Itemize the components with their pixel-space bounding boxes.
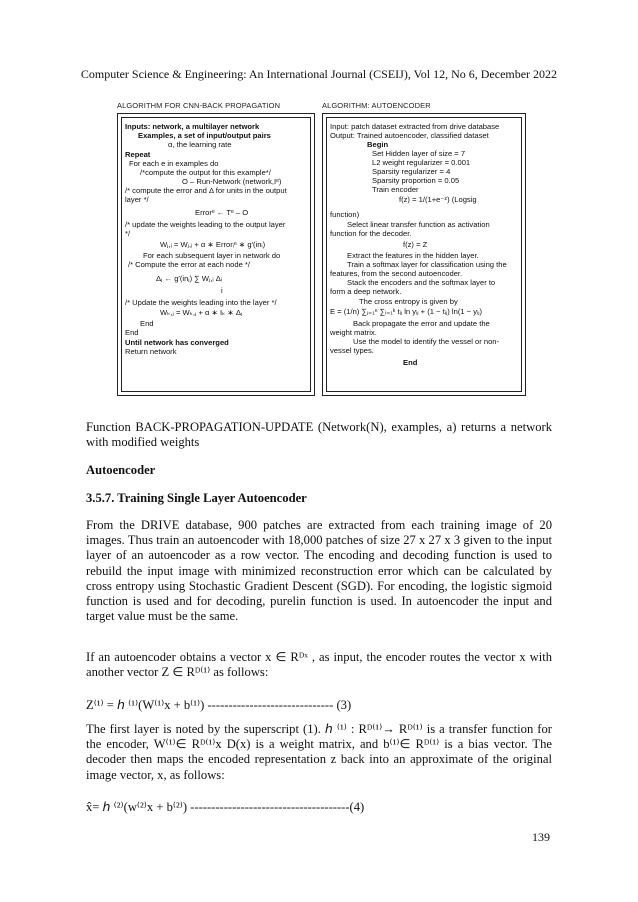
right-algorithm-line: End (403, 358, 418, 367)
right-algorithm-line: Extract the features in the hidden layer. (347, 251, 479, 260)
right-algorithm-line: Use the model to identify the vessel or non- (353, 337, 500, 346)
left-algorithm-line: Repeat (125, 150, 151, 159)
left-algorithm-line: Examples, a set of input/output pairs (138, 131, 271, 140)
right-algorithm-line: L2 weight regularizer = 0.001 (372, 158, 471, 167)
left-algorithm-title: ALGORITHM FOR CNN-BACK PROPAGATION (117, 101, 281, 110)
right-algorithm-line: vessel types. (330, 346, 374, 355)
left-algorithm-line: Errorᵉ ← Tᵉ – O (195, 208, 249, 217)
left-algorithm-line: layer */ (125, 195, 149, 204)
right-algorithm-line: Train encoder (372, 185, 419, 194)
left-algorithm-line: α, the learning rate (168, 140, 232, 149)
page-number: 139 (532, 830, 550, 844)
right-algorithm-line: Begin (367, 140, 389, 149)
left-algorithm-box (117, 113, 315, 396)
right-algorithm-line: Stack the encoders and the softmax layer to (347, 278, 496, 287)
right-algorithm-line: features, from the second autoencoder. (330, 269, 463, 278)
left-algorithm-line: Δⱼ ← g′(inⱼ) ∑ Wⱼ,ᵢ Δᵢ (156, 274, 222, 283)
equation-4: x̂= ℎ ⁽²⁾(w⁽²⁾x + b⁽²⁾) --------------------------------------(4) (86, 800, 365, 814)
right-algorithm-line: function for the decoder. (330, 229, 412, 238)
journal-header: Computer Science & Engineering: An International Journal (CSEIJ), Vol 12, No 6, December 2022 (80, 67, 558, 81)
right-algorithm-line: E = (1/n) ∑ⱼ₌₁ⁿ ∑ᵢ₌₁ᵏ tᵢⱼ ln yᵢⱼ + (1 − tᵢⱼ) ln(1 − yᵢⱼ) (330, 307, 483, 316)
right-algorithm-line: function) (330, 210, 360, 219)
paragraph-transfer-function: The first layer is noted by the superscript (1). ℎ ⁽¹⁾ : Rᴰ⁽¹⁾→ Rᴰ⁽¹⁾ is a transfer function for the encoder, W⁽¹⁾∈ Rᴰ⁽¹⁾x D(x) is a weight matrix, and b⁽¹⁾∈ Rᴰ⁽¹⁾ is a bias vector. The decoder then maps the encoded representation z back into an approximate of the original image vector, x, as follows: (86, 722, 552, 782)
right-algorithm-line: The cross entropy is given by (359, 297, 458, 306)
heading-autoencoder: Autoencoder (86, 463, 156, 477)
left-algorithm-line: O – Run-Network (network,Iᵉ) (182, 177, 282, 186)
paragraph-encoder-vector: If an autoencoder obtains a vector x ∈ Rᴰˣ , as input, the encoder routes the vector x with another vector Z ∈ Rᴰ⁽¹⁾ as follows: (86, 650, 552, 680)
left-algorithm-line: For each e in examples do (129, 159, 219, 168)
left-algorithm-line: /* Compute the error at each node */ (128, 260, 250, 269)
left-algorithm-line: Until network has converged (125, 338, 229, 347)
left-algorithm-line: /*compute the output for this example*/ (140, 168, 271, 177)
figure-caption: Function BACK-PROPAGATION-UPDATE (Network(N), examples, a) returns a network with modified weights (86, 420, 552, 450)
left-algorithm-line: /* Update the weights leading into the layer */ (125, 298, 277, 307)
right-algorithm-line: Train a softmax layer for classification using the (347, 260, 507, 269)
left-algorithm-line: /* update the weights leading to the output layer (125, 220, 286, 229)
left-algorithm-line: /* compute the error and Δ for units in the output (125, 186, 287, 195)
right-algorithm-line: f(z) = Z (403, 240, 428, 249)
left-algorithm-line: Return network (125, 347, 177, 356)
right-algorithm-line: Set Hidden layer of size = 7 (372, 149, 466, 158)
right-algorithm-line: Output: Trained autoencoder, classified dataset (330, 131, 489, 140)
right-algorithm-line: form a deep network. (330, 287, 402, 296)
left-algorithm-line: End (125, 328, 139, 337)
right-algorithm-line: f(z) = 1/(1+e⁻ᶻ) (Logsig (399, 195, 477, 204)
right-algorithm-line: Input: patch dataset extracted from drive database (330, 122, 500, 131)
paragraph-drive-database: From the DRIVE database, 900 patches are extracted from each training image of 20 images. Thus train an autoencoder with 18,000 patches of size 27 x 27 x 3 given to the input layer of an autoencoder as a row vector. The encoding and decoding function is used to rebuild the input image with minimized reconstruction error which can be calculated by cross entropy using Stochastic Gradient Descent (SGD). For encoding, the logistic sigmoid function is used and for decoding, purelin function is used. In autoencoder the input and target value must be the same. (86, 518, 552, 624)
equation-3: Z⁽¹⁾ = ℎ ⁽¹⁾(W⁽¹⁾x + b⁽¹⁾) ------------------------------ (3) (86, 698, 352, 712)
section-heading: 3.5.7. Training Single Layer Autoencoder (86, 491, 307, 505)
right-algorithm-line: Select linear transfer function as activation (347, 220, 490, 229)
right-algorithm-line: Back propagate the error and update the (353, 319, 490, 328)
left-algorithm-line: For each subsequent layer in network do (143, 251, 281, 260)
right-algorithm-title: ALGORITHM: AUTOENCODER (322, 101, 431, 110)
right-algorithm-line: Sparsity proportion = 0.05 (372, 176, 460, 185)
left-algorithm-line: Wⱼ,ᵢ = Wⱼ,ᵢ + α ∗ Errorᵢᵉ ∗ g′(inᵢ) (160, 240, 266, 249)
right-algorithm-line: Sparsity regularizer = 4 (372, 167, 451, 176)
left-algorithm-line: Inputs: network, a multilayer network (125, 122, 260, 131)
left-algorithm-line: End (140, 319, 154, 328)
right-algorithm-box (322, 113, 526, 396)
left-algorithm-line: i (221, 286, 223, 295)
left-algorithm-line: */ (125, 229, 131, 238)
left-algorithm-line: Wₖ,ⱼ = Wₖ,ⱼ + α ∗ Iₖ ∗ Δⱼ (160, 308, 243, 317)
right-algorithm-line: weight matrix. (330, 328, 377, 337)
